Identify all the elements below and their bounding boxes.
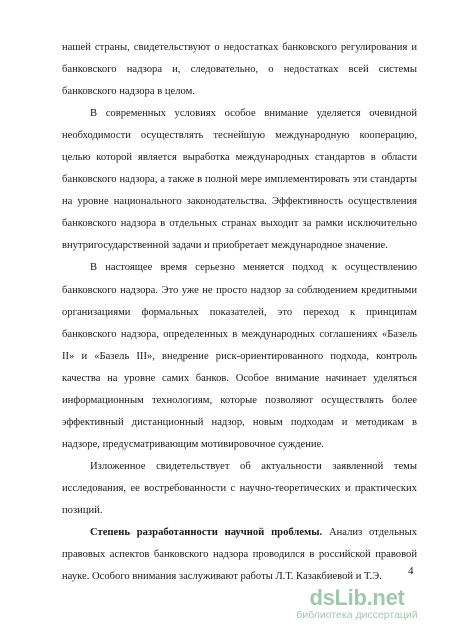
paragraph-4-text: Изложенное свидетельствует об актуальности заявленной темы исследования, ее востребованности с научно-теоретических и практических позиций. xyxy=(62,460,417,516)
paragraph-3-text: В настоящее время серьезно меняется подход к осуществлению банковского надзора. Это уже не просто надзор за соблюдением кредитными организациями формальных показателей, это переход к принципам банковского надзора, определенных в международных соглашениях «Базель II» и «Базель III», внедрение риск-ориентированного подхода, контроль качества на уровне самих банков. Особое внимание начинает уделяться информационным технологиям, которые позволяют осуществлять более эффективный дистанционный надзор, новым подходам и методикам в надзоре, предусматривающим мотивировочное суждение. xyxy=(62,262,417,450)
paragraph-1 xyxy=(62,37,417,103)
paragraph-3 xyxy=(62,257,417,455)
paragraph-5-text: Анализ отдельных правовых аспектов банковского надзора проводился в российской правовой науке. Особого внимания заслуживают работы Л.Т. Казакбиевой и Т.Э. xyxy=(62,527,417,583)
body-text xyxy=(62,37,417,588)
watermark-logo: dsLib.net xyxy=(309,585,405,610)
page-number: 4 xyxy=(408,565,414,577)
paragraph-2 xyxy=(62,103,417,257)
paragraph-1-text: нашей страны, свидетельствуют о недостатках банковского регулирования и банковского надзора и, следовательно, о недостатках всей системы банковского надзора в целом. xyxy=(62,42,417,98)
paragraph-5 xyxy=(62,522,417,588)
paragraph-4 xyxy=(62,456,417,522)
section-heading-inline: Степень разработанности научной проблемы. xyxy=(90,527,323,539)
paragraph-2-text: В современных условиях особое внимание уделяется очевидной необходимости осуществлять теснейшую международную кооперацию, целью которой является выработка международных стандартов в области банковского надзора, а также в полной мере имплементировать эти стандарты на уровне национального законодательства. Эффективность осуществления банковского надзора в отдельных странах выходит за рамки исключительно внутригосударственной задачи и приобретает международное значение. xyxy=(62,108,417,252)
watermark-subtitle: библиотека диссертаций xyxy=(296,609,418,621)
watermark[interactable] xyxy=(282,587,432,621)
